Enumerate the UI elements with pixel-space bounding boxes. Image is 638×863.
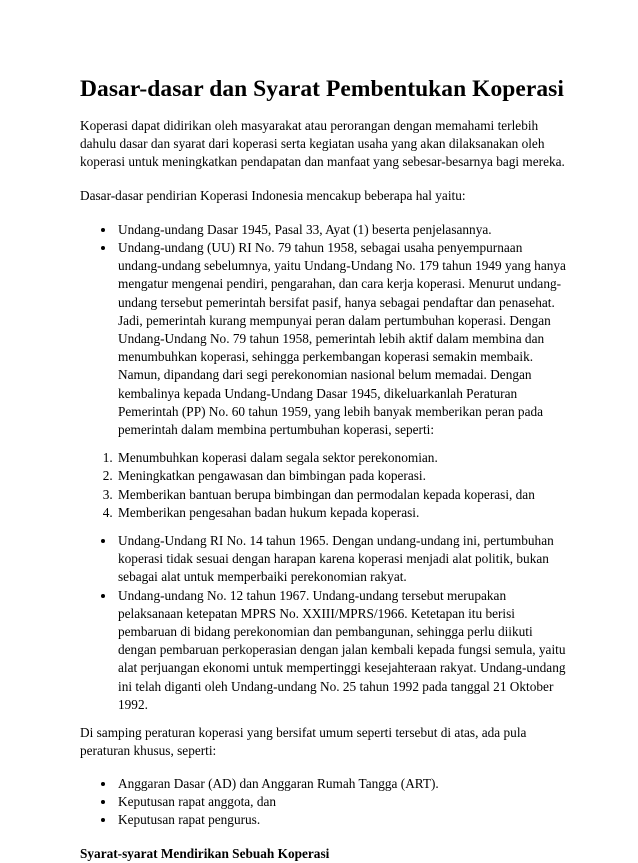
legal-basis-list	[80, 221, 566, 439]
special-regulations-paragraph: Di samping peraturan koperasi yang bersifat umum seperti tersebut di atas, ada pula peraturan khusus, seperti:	[80, 725, 527, 759]
intro-paragraph: Koperasi dapat didirikan oleh masyarakat atau perorangan dengan memahami terlebih dahulu dasar dan syarat dari koperasi serta kegiatan usaha yang akan dilaksanakan oleh koperasi untuk meningkatkan pendapatan dan manfaat yang sebesar-besarnya bagi mereka.	[80, 118, 565, 170]
list-item: 3. Memberikan bantuan berupa bimbingan dan permodalan kepada koperasi, dan	[116, 486, 566, 504]
list-item: • Undang-undang No. 12 tahun 1967. Undang-undang tersebut merupakan pelaksanaan ketepatan MPRS No. XXIII/MPRS/1966. Ketetapan itu berisi pembaruan di bidang perekonomian dan pembangunan, sehingga perlu diikuti dengan pembaruan perkoperasian dengan jalan kembali kepada fungsi semula, yaitu alat perjuangan ekonomi untuk mempertinggi kesejahteraan rakyat. Undang-undang ini telah diganti oleh Undang-undang No. 25 tahun 1992 pada tanggal 21 Oktober 1992.	[116, 587, 566, 714]
list-item: 2. Meningkatkan pengawasan dan bimbingan pada koperasi.	[116, 467, 566, 485]
later-laws-list	[80, 532, 566, 714]
document-title: Dasar-dasar dan Syarat Pembentukan Koperasi	[80, 76, 564, 102]
lead-paragraph: Dasar-dasar pendirian Koperasi Indonesia mencakup beberapa hal yaitu:	[80, 187, 466, 203]
list-item: • Anggaran Dasar (AD) dan Anggaran Rumah Tangga (ART).	[116, 775, 566, 793]
special-regulations-list	[80, 775, 566, 830]
list-item: • Undang-undang (UU) RI No. 79 tahun 1958, sebagai usaha penyempurnaan undang-undang sebelumnya, yaitu Undang-Undang No. 179 tahun 1949 yang hanya mengatur mengenai pendiri, pengarahan, dan cara kerja koperasi. Menurut undang-undang tersebut pemerintah bersifat pasif, hanya sebagai pendaftar dan penasehat. Jadi, pemerintah kurang mempunyai peran dalam pertumbuhan koperasi. Dengan Undang-Undang No. 79 tahun 1958, pemerintah lebih aktif dalam membina dan menumbuhkan koperasi, sehingga perkembangan koperasi semakin membaik. Namun, dipandang dari segi perekonomian nasional belum memadai. Dengan kembalinya kepada Undang-Undang Dasar 1945, dikeluarkanlah Peraturan Pemerintah (PP) No. 60 tahun 1959, yang lebih banyak memberikan peran pada pemerintah dalam membina pertumbuhan koperasi, seperti:	[116, 239, 566, 439]
government-role-list	[80, 449, 566, 522]
document-page	[80, 74, 566, 863]
section-subheading: Syarat-syarat Mendirikan Sebuah Koperasi	[80, 846, 330, 862]
list-item: • Keputusan rapat anggota, dan	[116, 793, 566, 811]
list-item: • Undang-undang Dasar 1945, Pasal 33, Ayat (1) beserta penjelasannya.	[116, 221, 566, 239]
list-item: 4. Memberikan pengesahan badan hukum kepada koperasi.	[116, 504, 566, 522]
list-item: • Undang-Undang RI No. 14 tahun 1965. Dengan undang-undang ini, pertumbuhan koperasi tidak sesuai dengan harapan karena koperasi menjadi alat politik, bukan sebagai alat untuk memperbaiki perekonomian rakyat.	[116, 532, 566, 587]
list-item: 1. Menumbuhkan koperasi dalam segala sektor perekonomian.	[116, 449, 566, 467]
list-item: • Keputusan rapat pengurus.	[116, 811, 566, 829]
